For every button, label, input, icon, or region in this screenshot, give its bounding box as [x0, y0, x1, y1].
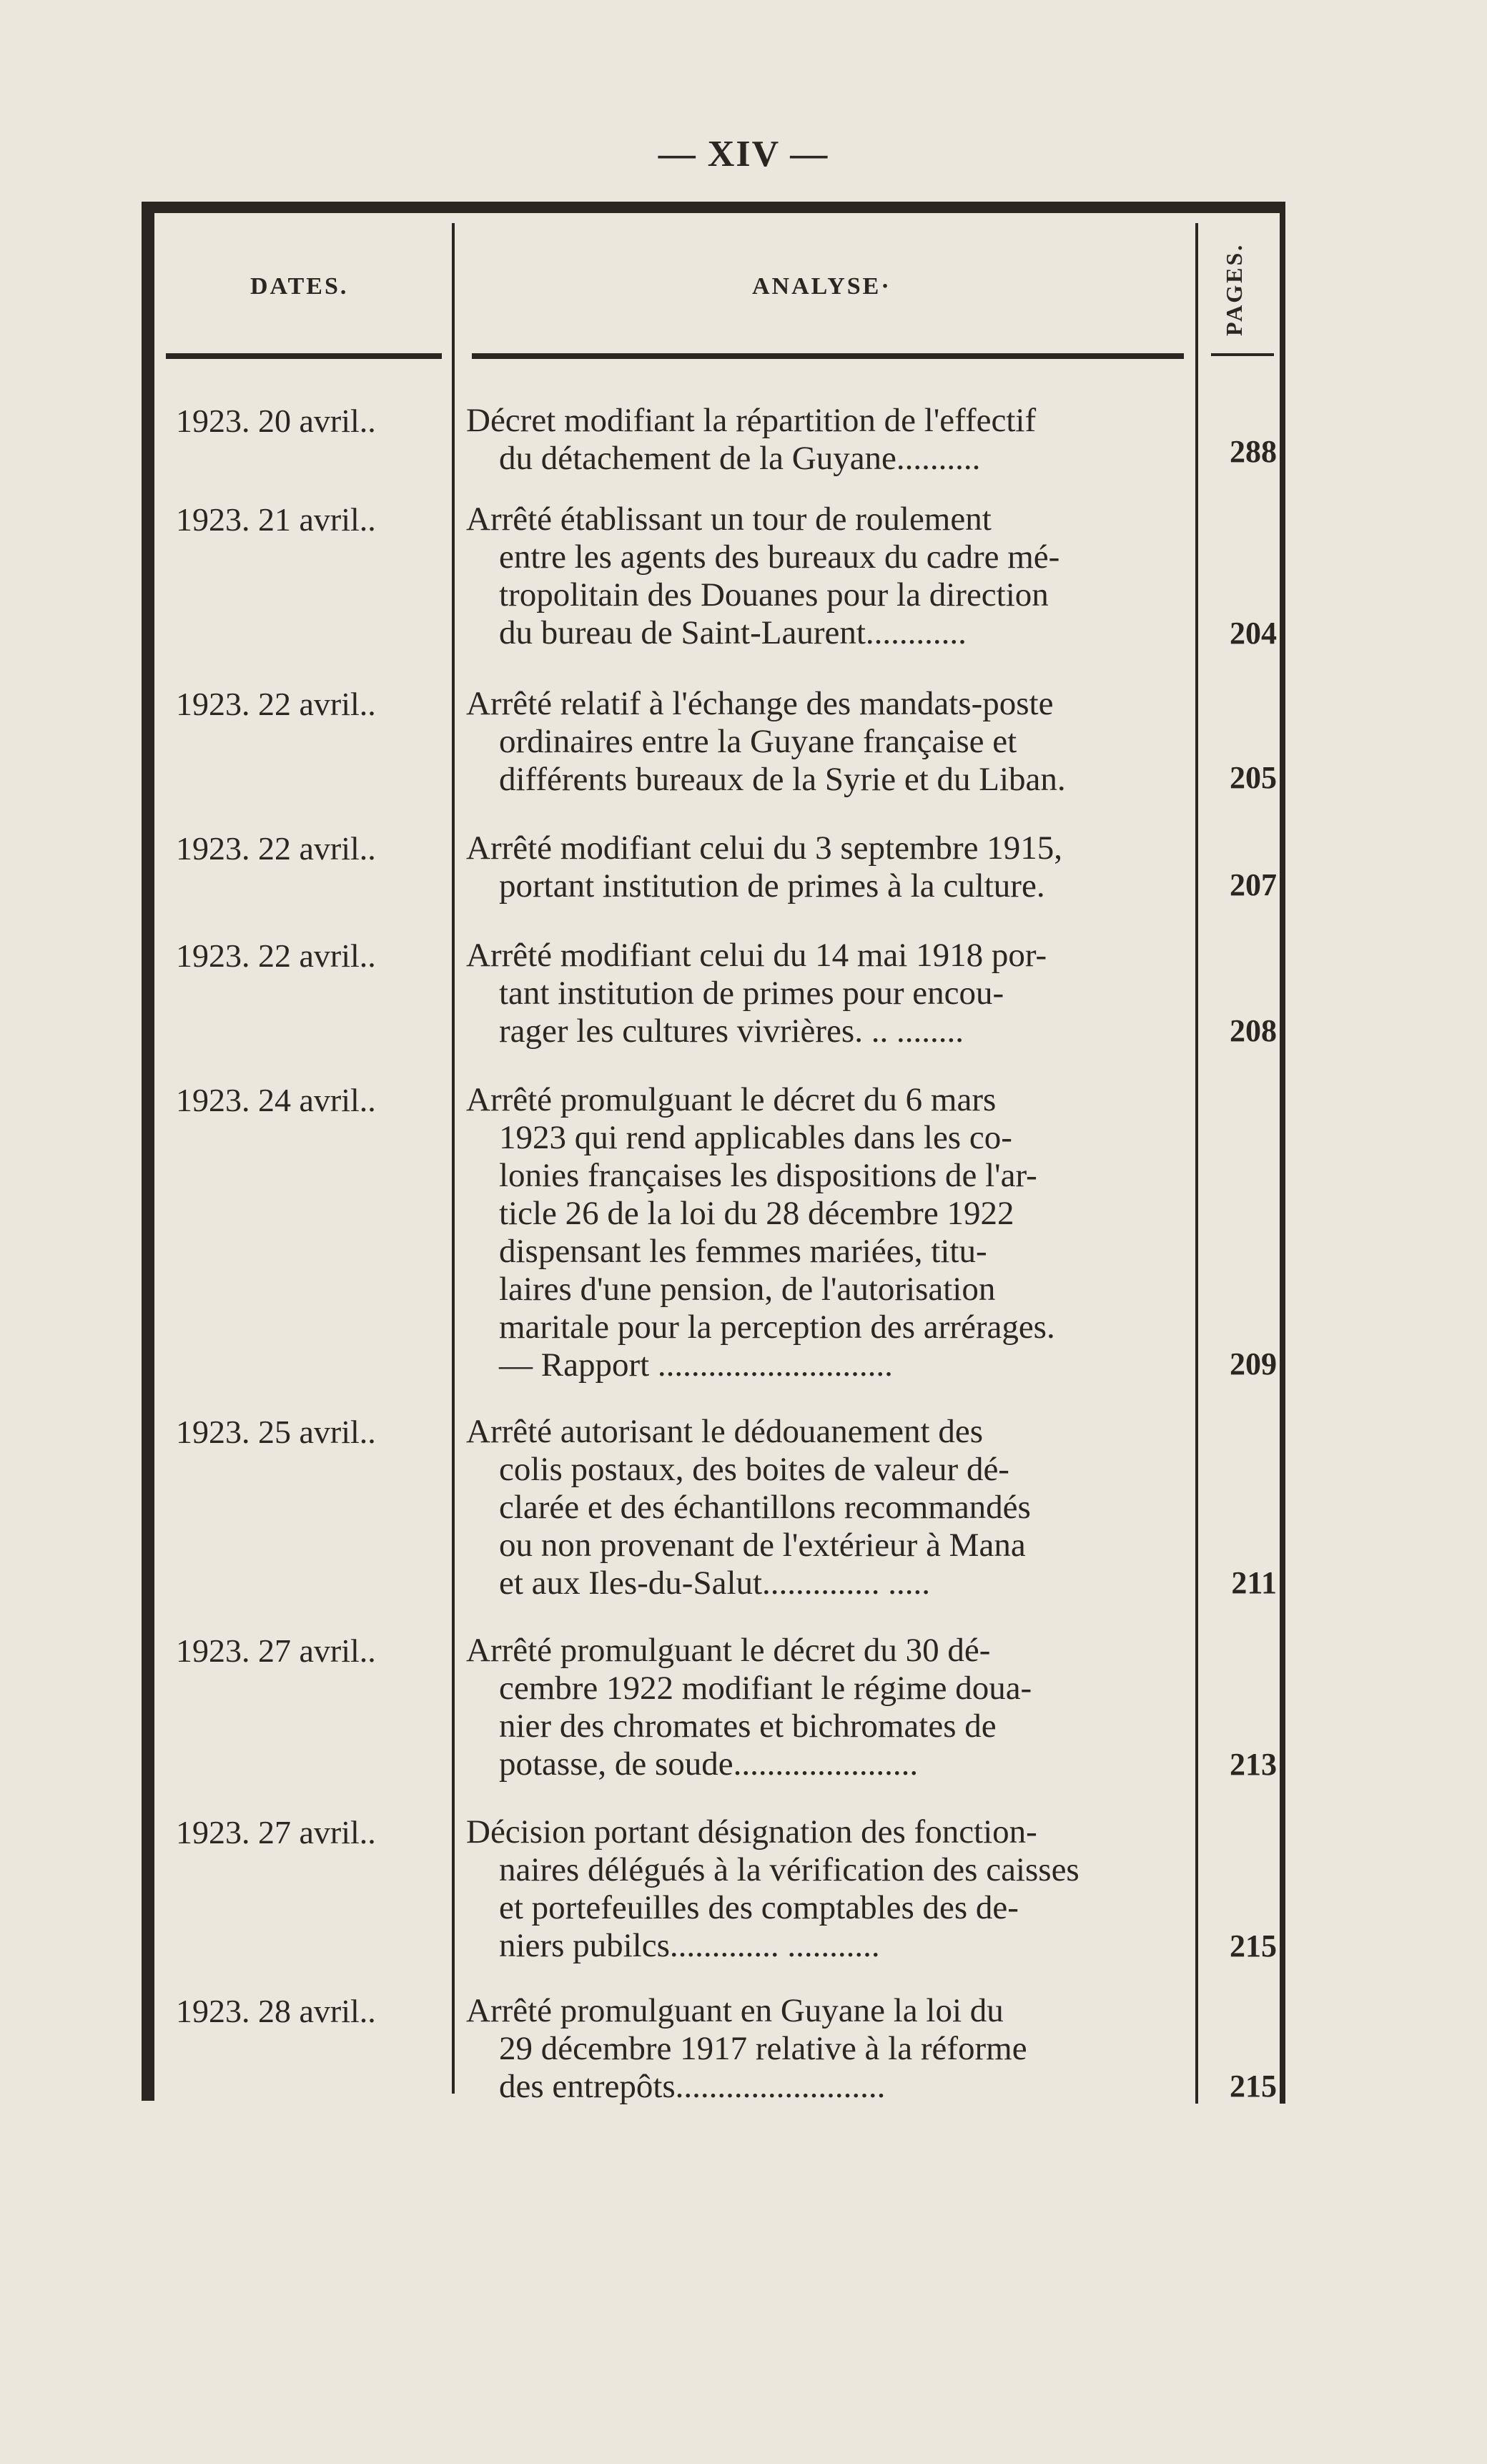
entry-line: 1923 qui rend applicables dans les co-	[499, 1119, 1012, 1156]
entry-line: entre les agents des bureaux du cadre mé-	[499, 538, 1060, 576]
entry-line: maritale pour la perception des arrérages.	[499, 1309, 1055, 1346]
entry-page: 207	[1230, 867, 1277, 902]
entry-line: ordinaires entre la Guyane française et	[499, 723, 1017, 760]
entry-line: portant institution de primes à la culture.	[499, 867, 1045, 905]
entry-page: 213	[1230, 1747, 1277, 1782]
entry-line: nier des chromates et bichromates de	[499, 1707, 997, 1745]
entry-analyse	[466, 1992, 1188, 2106]
page-number: — XIV —	[658, 134, 829, 174]
entry-page: 205	[1230, 760, 1277, 795]
entry-analyse	[466, 685, 1188, 799]
entry-line: du bureau de Saint-Laurent............	[499, 614, 967, 651]
entry-line: ticle 26 de la loi du 28 décembre 1922	[499, 1195, 1014, 1232]
entry-analyse	[466, 1632, 1188, 1783]
header-underline-analyse	[472, 353, 1184, 359]
entry-date: 1923. 25 avril..	[176, 1414, 376, 1450]
header-dates: DATES.	[250, 273, 349, 300]
table-left-rule	[142, 202, 154, 2101]
entry-line: Arrêté promulguant le décret du 30 dé-	[466, 1632, 991, 1669]
entry-line: Arrêté promulguant en Guyane la loi du	[466, 1992, 1004, 2029]
entry-line: Arrêté établissant un tour de roulement	[466, 501, 992, 538]
table-right-rule	[1280, 202, 1285, 2104]
entry-line: 29 décembre 1917 relative à la réforme	[499, 2030, 1027, 2067]
entry-page: 288	[1230, 434, 1277, 469]
column-divider-pages	[1195, 223, 1198, 2104]
header-analyse: ANALYSE·	[752, 273, 891, 300]
entry-line: différents bureaux de la Syrie et du Liban.	[499, 761, 1066, 798]
entry-date: 1923. 21 avril..	[176, 501, 376, 538]
entry-analyse	[466, 1413, 1188, 1602]
entry-line: Arrêté relatif à l'échange des mandats-poste	[466, 685, 1054, 722]
entry-line: du détachement de la Guyane..........	[499, 440, 981, 477]
entry-line: et portefeuilles des comptables des de-	[499, 1889, 1019, 1926]
entry-page: 204	[1230, 616, 1277, 651]
entry-line: Arrêté modifiant celui du 14 mai 1918 por-	[466, 937, 1047, 974]
table-top-rule	[142, 202, 1281, 213]
entry-line: tant institution de primes pour encou-	[499, 975, 1004, 1012]
entry-analyse	[466, 1081, 1188, 1384]
entry-line: Arrêté promulguant le décret du 6 mars	[466, 1081, 997, 1118]
header-underline-dates	[166, 353, 442, 359]
entry-line: tropolitain des Douanes pour la direction	[499, 576, 1049, 613]
entry-analyse	[466, 1813, 1188, 1965]
entry-line: Décret modifiant la répartition de l'effectif	[466, 402, 1037, 439]
entry-line: niers pubilcs............. ...........	[499, 1927, 880, 1964]
entry-line: colis postaux, des boites de valeur dé-	[499, 1451, 1009, 1488]
entry-line: — Rapport ............................	[499, 1346, 893, 1384]
entry-line: lonies françaises les dispositions de l'ar-	[499, 1157, 1037, 1194]
entry-line: des entrepôts.........................	[499, 2068, 886, 2105]
entry-line: potasse, de soude......................	[499, 1745, 919, 1783]
entry-line: laires d'une pension, de l'autorisation	[499, 1271, 996, 1308]
entry-line: Arrêté autorisant le dédouanement des	[466, 1413, 983, 1450]
entry-date: 1923. 27 avril..	[176, 1632, 376, 1669]
header-pages: PAGES.	[1221, 242, 1247, 336]
entry-page: 211	[1231, 1565, 1277, 1600]
entry-line: naires délégués à la vérification des caisses	[499, 1851, 1080, 1888]
entry-line: rager les cultures vivrières. .. ........	[499, 1012, 964, 1050]
entry-date: 1923. 22 avril..	[176, 937, 376, 974]
header-underline-pages	[1211, 353, 1274, 356]
entry-line: clarée et des échantillons recommandés	[499, 1489, 1031, 1526]
entry-line: Arrêté modifiant celui du 3 septembre 1915,	[466, 829, 1062, 867]
entry-date: 1923. 27 avril..	[176, 1814, 376, 1851]
entry-line: dispensant les femmes mariées, titu-	[499, 1233, 987, 1270]
entry-line: Décision portant désignation des fonction-	[466, 1813, 1037, 1851]
entry-date: 1923. 28 avril..	[176, 1993, 376, 2029]
entry-date: 1923. 20 avril..	[176, 403, 376, 439]
entry-line: cembre 1922 modifiant le régime doua-	[499, 1670, 1032, 1707]
entry-page: 215	[1230, 2069, 1277, 2104]
entry-page: 215	[1230, 1928, 1277, 1963]
entry-line: et aux Iles-du-Salut.............. .....	[499, 1564, 931, 1602]
entry-date: 1923. 22 avril..	[176, 830, 376, 867]
entry-analyse	[466, 937, 1188, 1050]
entry-page: 208	[1230, 1013, 1277, 1048]
entry-line: ou non provenant de l'extérieur à Mana	[499, 1527, 1026, 1564]
entry-analyse	[466, 501, 1188, 652]
entry-analyse	[466, 829, 1188, 905]
entry-analyse	[466, 402, 1188, 478]
entry-date: 1923. 22 avril..	[176, 686, 376, 722]
entry-page: 209	[1230, 1346, 1277, 1381]
entry-date: 1923. 24 avril..	[176, 1082, 376, 1118]
